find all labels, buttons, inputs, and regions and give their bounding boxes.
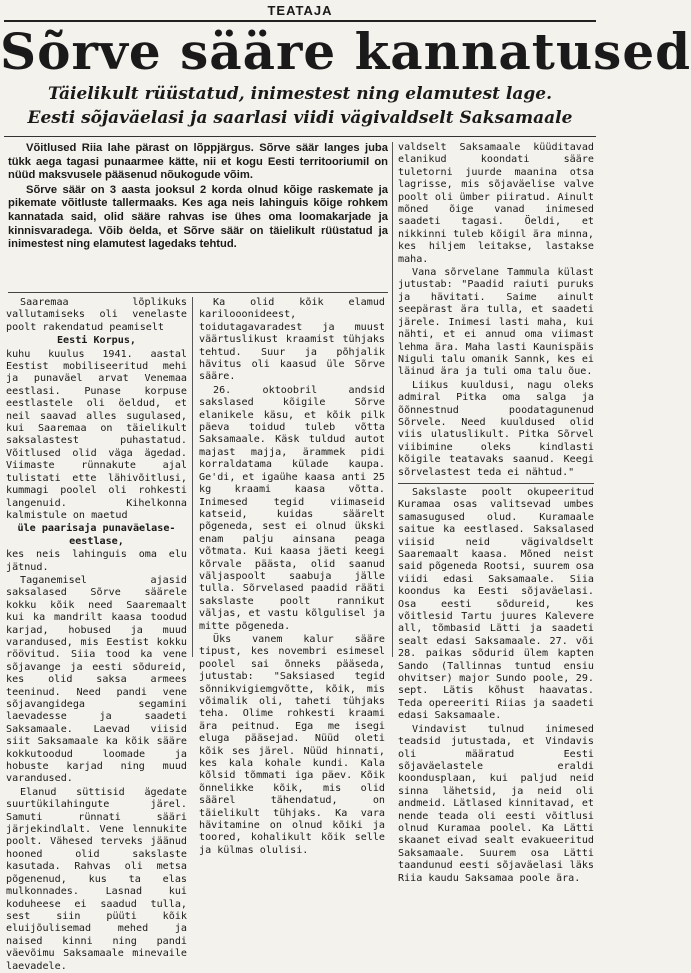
paragraph: Vana sõrvelane Tammula külast jutustab: "Paadid raiuti puruks ja hävitati. Saime ainult seepärast ära tulla, et saadeti järele. Inimesi lasti maha, kui nähti, et ei annud oma viimast lehma ära. Maha lasti Kaunispäis Niguli talu omanik Sannk, kes ei läinud ära ja tuli oma talu õue. [398, 267, 594, 378]
headline-divider [4, 136, 596, 137]
column-divider [192, 297, 193, 657]
paragraph: Üks vanem kalur sääre tipust, kes novembri esimesel poolel sai õnneks pääseda, jutustab: "Saksiased tegid sõnnikvigiemgvõtte, kõik, mis võimalik oli, taheti tühjaks teha. Olime rohkesti kraami ära peitnud. Ega me isegi eluga pääsejad. Nüüd oleti kõik ses järel. Nüüd hinnati, kes kala kohale kundi. Kala kõlsid tõmmati iga päev. Kõik õnnelikke kõik, mis olid säärel tähendatud, on täielikult tühjaks. Ka vara hävitamine on olnud kõiki ja toored, kohalikult kõik selle ja külmas olulisi. [199, 633, 385, 856]
paragraph: Liikus kuuldusi, nagu oleks admiral Pitka oma salga ja õõnnestnud poodatagunenud Sõrvele. Need kuuldused olid viis ulatuslikult. Pitka Sõrvel viibimine oleks kindlasti kõigile teatavaks saanud. Keegi sõrvelastest teda ei nähtud." [398, 379, 594, 478]
subheadline-2: Eesti sõjaväelasi ja saarlasi viidi vägivaldselt Saksamaale [27, 108, 573, 128]
article-column-3 [398, 142, 594, 884]
paragraph: kuhu kuulus 1941. aastal Eestist mobiliseeritud mehi ja punaväel arvat Venemaa eestlasi. Punase korpuse eestlastele oli öeldud, et neil saavad alles sugulased, kui Saaremaa on täielikult saksalastest puhastatud. Võitlused olid väga ägedad. Viimaste rünnakute ajal tulistati ette lähivõitlusi, kummagi poolel oli rohkesti langenuid. Kihelkonna kalmistule on maetud [6, 348, 187, 521]
headline: Sõrve sääre kannatused [0, 22, 691, 81]
paragraph: 26. oktoobril andsid sakslased kõigile Sõrve elanikele käsu, et kõik pilk päeva toidud tuleb võtta Saksamaale. Käsk tuldud autot majast majja, ärammek pidi korraldatama külade kaupa. Ge'di, et igaühe kaasa anti 25 kg kraami kaasa võtta. Inimesed tegid viimaseid katseid, kuidas säärelt põgeneda, sest ei olnud ükski enam palju ainsana peaga võtmata. Kui kaasa jäeti keegi kõrvale päästa, olid saanud väljaspoolt saabuja jälle tulla. Sõrvelased paadid rääti sakslaste poolt rannikut väljas, et vastu kõlgulisel ja mitte põgeneda. [199, 384, 385, 632]
paragraph: Saaremaa lõplikuks vallutamiseks oli venelaste poolt rakendatud peamiselt [6, 297, 187, 333]
paragraph: kes neis lahinguis oma elu jätnud. [6, 549, 187, 573]
lead-paragraph: Sõrve säär on 3 aasta jooksul 2 korda olnud kõige raskemate ja pikemate võitluste tallermaaks. Kes aga neis lahinguis kõige rohkem kannatada said, olid sääre rahvas ise ühes oma loomakarjade ja kinnisvaradega. Võib öelda, et Sõrve säär on täielikult rüüstatud ja inimestest ning elamutest lagedaks tehtud. [8, 183, 388, 251]
paragraph: Taganemisel ajasid saksalased Sõrve säärele kokku kõik need Saaremaalt kui ka mandrilt kaasa toodud karjad, hobused ja muud varandused, mis Eestist kokku röövitud. Siia tood ka vene sõjavange ja eesti sõdureid, kes olid saksa armees teeninud. Need pandi vene sõjavangidega segamini laevadesse ja saadeti Saksamaale. Laevad viisid siit Saksamaale ka kõik sääre kokkutoodud loomade ja hobuste karjad ning muud varandused. [6, 574, 187, 785]
paragraph: Sakslaste poolt okupeeritud Kuramaa osas valitsevad umbes samasugused olud. Kuramaale saitue ka eestlased. Saksalased viisid neid vägivaldselt Saaremaalt kaasa. Mõned neist said põgeneda Rootsi, suurem osa viidi edasi Saksamaale. Siia koondus ka Eesti sõjaväelasi. Osa eesti sõdureid, kes võitlesid Tartu juures Kalevere all, tõmbasid Lätti ja saadeti sealt edasi Saksamaale. 27. või 28. paikas sõdurid ülem kapten Sando (Tallinnas tuntud ensiu ohvitser) major Sundo poole, 29. sept. Lätis kõhust haavatas. Teda opereeriti Riias ja saadeti edasi Saksamaale. [398, 486, 594, 722]
paragraph: Vindavist tulnud inimesed teadsid jutustada, et Vindavis oli määratud Eesti sõjaväelastele eraldi koondusplaan, kui paljud neid sinna lähetsid, ja neid oli andmeid. Lätlased kinnitavad, et nende teada oli eesti võitlusi olnud Kuramaa poolel. Ka Lätti skaanet eivad sealt evakueeritud Saksamaale. Suurem osa Lätti taandunud eesti sõjaväelasi läks Riia kaudu Saksamaa poole ära. [398, 723, 594, 884]
subheading: Eesti Korpus, [56, 335, 136, 347]
lead-divider [8, 292, 388, 293]
article-column-2 [199, 297, 385, 856]
paragraph: Elanud süttisid ägedate suurtükilahingute järel. Samuti rünnati sääri järjekindlalt. Vene lennukite poolt. Vähesed terveks jäänud hooned olid sakslaste kasutada. Rahvas oli metsa põgenenud, kus ta elas mulkonnades. Lasnad kui koduheese ei saadud tulla, sest siin püüti kõik eluijõulisemad mehed ja naised kinni ning pandi väevõimu Saksamaale minevaile laevadele. [6, 786, 187, 972]
paragraph: Ka olid kõik elamud karilooonideest, toidutagavaradest ja muust väärtuslikust kraamist tühjaks tehtud. Suur ja põhjalik hävitus oli kaasud üle Sõrve sääre. [199, 297, 385, 383]
subheading: üle paarisaja punaväelase-eestlase, [17, 523, 176, 547]
article-column-1 [6, 297, 187, 972]
column-divider [392, 142, 393, 657]
paragraph: valdselt Saksamaale küüditavad elanikud koondati sääre tuletorni juurde maanina otsa lagrisse, mis sõjaväelise valve poolt oli ümber piiratud. Ainult mõned õige vanad inimesed saadeti tagasi. Öeldi, et nikkinni tuleb kõigil ära minna, kes hiljem leitakse, lastakse maha. [398, 142, 594, 265]
subheadline-1: Täielikult rüüstatud, inimestest ning elamutest lage. [47, 84, 553, 104]
lead-paragraph: Võitlused Riia lahe pärast on lõppjärgus. Sõrve säär langes juba tükk aega tagasi punaarmee kätte, nii et kogu Eesti territooriumil on nüüd maksvusele pääsenud nõukogude võim. [8, 142, 388, 182]
lead-paragraphs [8, 142, 388, 253]
masthead: TEATAJA [267, 3, 333, 18]
section-divider [398, 483, 594, 484]
